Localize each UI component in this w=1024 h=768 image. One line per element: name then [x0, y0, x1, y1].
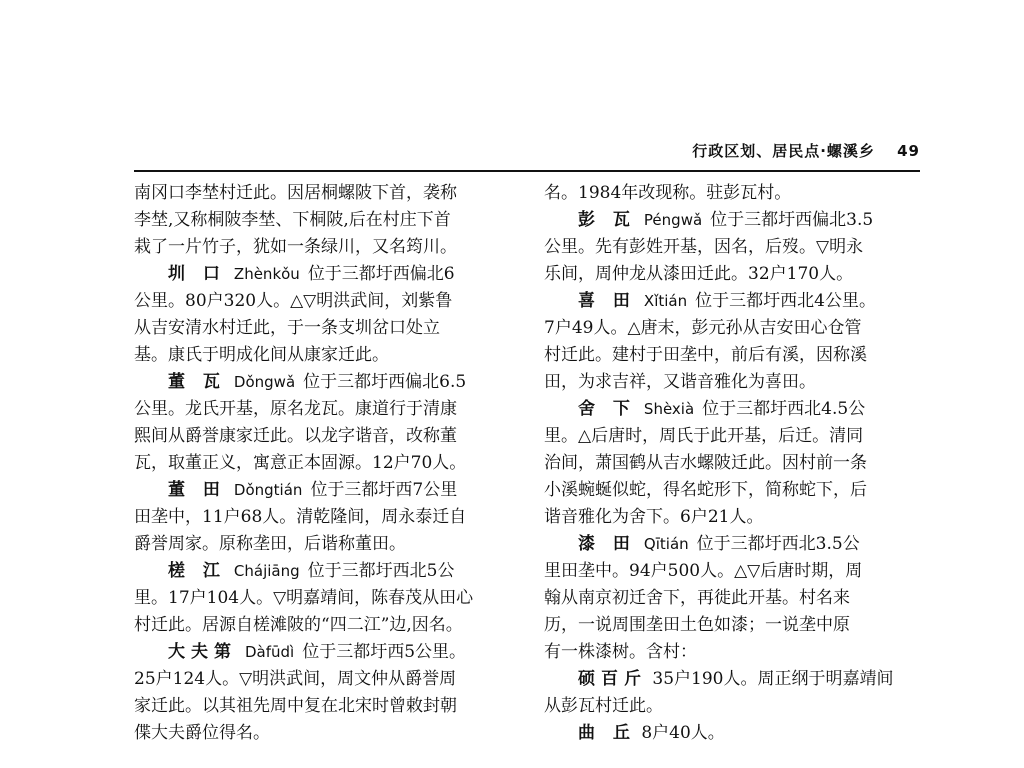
- text-line: [544, 234, 920, 261]
- line-text: 南冈口李埜村迁此。因居桐螺陂下首，袭称: [134, 183, 457, 203]
- pinyin-romanization: Qītián: [643, 535, 689, 553]
- text-line: [134, 288, 510, 315]
- right-column: [544, 180, 920, 747]
- text-line: [134, 423, 510, 450]
- running-title: 行政区划、居民点·螺溪乡: [692, 142, 875, 160]
- text-line: [544, 342, 920, 369]
- entry-heading-line: [134, 261, 510, 288]
- place-name: 槎 江: [168, 561, 226, 581]
- line-text: 里。17户104人。▽明嘉靖间，陈春茂从田心: [134, 588, 474, 608]
- place-name: 硕百斤: [578, 669, 647, 689]
- place-name: 彭 瓦: [578, 210, 636, 230]
- line-text: 历，一说周围垄田土色如漆；一说垄中原: [544, 615, 850, 635]
- page-header: [134, 140, 920, 166]
- header-rule: [134, 170, 920, 172]
- place-name: 喜 田: [578, 291, 636, 311]
- pinyin-romanization: Shèxià: [643, 400, 695, 418]
- line-text: 公里。先有彭姓开基，因名，后歿。▽明永: [544, 237, 864, 257]
- entry-heading-line: [544, 531, 920, 558]
- text-line: [134, 666, 510, 693]
- line-text: 爵誉周家。原称垄田，后谐称董田。: [134, 534, 406, 554]
- pinyin-romanization: Xǐtián: [643, 292, 688, 310]
- text-line: [134, 612, 510, 639]
- entry-heading-line: [544, 288, 920, 315]
- line-text: 位于三都圩西5公里。: [302, 642, 467, 662]
- text-line: [544, 450, 920, 477]
- pinyin-romanization: Zhènkǒu: [233, 265, 300, 283]
- line-text: 家迁此。以其祖先周中复在北宋时曾敕封朝: [134, 696, 457, 716]
- text-line: [544, 315, 920, 342]
- line-text: 位于三都圩西偏北3.5: [710, 210, 874, 230]
- text-line: [544, 585, 920, 612]
- line-text: 名。1984年改现称。驻彭瓦村。: [544, 183, 792, 203]
- pinyin-romanization: Dàfūdì: [245, 643, 295, 661]
- line-text: 田垄中，11户68人。清乾隆间，周永泰迁自: [134, 507, 467, 527]
- line-text: 村迁此。建村于田垄中，前后有溪，因称溪: [544, 345, 867, 365]
- line-text: 偞大夫爵位得名。: [134, 723, 270, 743]
- place-name: 漆 田: [578, 534, 636, 554]
- line-text: 小溪蜿蜒似蛇，得名蛇形下，简称蛇下，后: [544, 480, 867, 500]
- text-line: [134, 585, 510, 612]
- line-text: 翰从南京初迁舍下，再徙此开基。村名来: [544, 588, 850, 608]
- line-text: 位于三都圩西北4公里。: [695, 291, 876, 311]
- line-text: 基。康氏于明成化间从康家迁此。: [134, 345, 389, 365]
- entry-heading-line: [544, 207, 920, 234]
- line-text: 公里。80户320人。△▽明洪武间，刘紫鲁: [134, 291, 453, 311]
- line-text: 熙间从爵誉康家迁此。以龙字谐音，改称董: [134, 426, 457, 446]
- text-line: [134, 720, 510, 747]
- entry-heading-line: [544, 720, 920, 747]
- place-name: 舍 下: [578, 399, 636, 419]
- text-line: [134, 234, 510, 261]
- text-line: [544, 504, 920, 531]
- line-text: 从彭瓦村迁此。: [544, 696, 663, 716]
- text-line: [134, 396, 510, 423]
- place-name: 曲 丘: [578, 723, 636, 743]
- page-number: 49: [897, 142, 920, 160]
- line-text: 位于三都圩西北4.5公: [702, 399, 866, 419]
- pinyin-romanization: Péngwǎ: [643, 211, 703, 229]
- text-line: [544, 639, 920, 666]
- entry-heading-line: [134, 477, 510, 504]
- line-text: 治间，萧国鹤从吉水螺陂迁此。因村前一条: [544, 453, 867, 473]
- text-line: [544, 477, 920, 504]
- line-text: 从吉安清水村迁此，于一条支圳岔口处立: [134, 318, 440, 338]
- line-text: 乐间，周仲龙从漆田迁此。32户170人。: [544, 264, 854, 284]
- entry-heading-line: [544, 396, 920, 423]
- line-text: 位于三都圩西北5公: [307, 561, 455, 581]
- text-line: [544, 693, 920, 720]
- line-text: 位于三都圩西北3.5公: [696, 534, 860, 554]
- text-line: [134, 342, 510, 369]
- pinyin-romanization: Dǒngwǎ: [233, 373, 296, 391]
- line-text: 35户190人。周正纲于明嘉靖间: [652, 669, 894, 689]
- line-text: 李埜,又称桐陂李埜、下桐陂,后在村庄下首: [134, 210, 451, 230]
- text-line: [134, 504, 510, 531]
- line-text: 栽了一片竹子，犹如一条绿川，又名筠川。: [134, 237, 457, 257]
- text-line: [544, 612, 920, 639]
- entry-heading-line: [544, 666, 920, 693]
- line-text: 位于三都圩西偏北6.5: [303, 372, 467, 392]
- line-text: 里田垄中。94户500人。△▽后唐时期，周: [544, 561, 863, 581]
- entry-heading-line: [134, 639, 510, 666]
- text-line: [134, 450, 510, 477]
- line-text: 村迁此。居源自槎滩陂的“四二江”边,因名。: [134, 615, 463, 635]
- text-line: [544, 558, 920, 585]
- line-text: 里。△后唐时，周氏于此开基，后迁。清同: [544, 426, 864, 446]
- entry-heading-line: [134, 369, 510, 396]
- text-line: [134, 207, 510, 234]
- place-name: 大夫第: [168, 642, 237, 662]
- line-text: 7户49人。△唐末，彭元孙从吉安田心仓管: [544, 318, 862, 338]
- text-line: [134, 531, 510, 558]
- text-line: [544, 423, 920, 450]
- line-text: 田，为求吉祥，又谐音雅化为喜田。: [544, 372, 816, 392]
- place-name: 董 瓦: [168, 372, 226, 392]
- text-line: [544, 180, 920, 207]
- place-name: 董 田: [168, 480, 226, 500]
- line-text: 瓦，取董正义，寓意正本固源。12户70人。: [134, 453, 467, 473]
- place-name: 圳 口: [168, 264, 226, 284]
- entry-heading-line: [134, 558, 510, 585]
- text-line: [544, 261, 920, 288]
- line-text: 位于三都圩西偏北6: [307, 264, 455, 284]
- line-text: 有一株漆树。含村：: [544, 642, 697, 662]
- text-line: [134, 315, 510, 342]
- line-text: 8户40人。: [641, 723, 725, 743]
- line-text: 25户124人。▽明洪武间，周文仲从爵誉周: [134, 669, 457, 689]
- line-text: 位于三都圩西7公里: [310, 480, 458, 500]
- line-text: 谐音雅化为舍下。6户21人。: [544, 507, 764, 527]
- line-text: 公里。龙氏开基，原名龙瓦。康道行于清康: [134, 399, 457, 419]
- left-column: [134, 180, 510, 747]
- text-line: [134, 180, 510, 207]
- pinyin-romanization: Dǒngtián: [233, 481, 303, 499]
- pinyin-romanization: Chájiāng: [233, 562, 300, 580]
- text-line: [134, 693, 510, 720]
- text-line: [544, 369, 920, 396]
